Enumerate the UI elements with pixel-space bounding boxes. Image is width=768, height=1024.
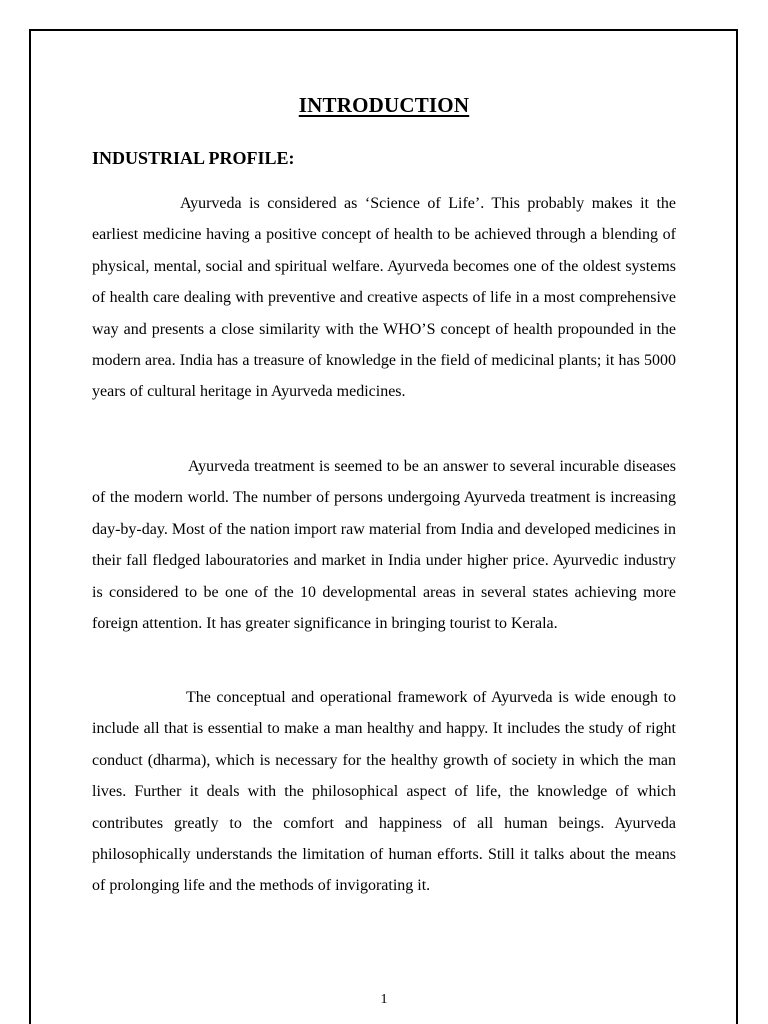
page-title: INTRODUCTION [298, 93, 470, 117]
section-heading: INDUSTRIAL PROFILE: [92, 148, 295, 168]
paragraph-1: Ayurveda is considered as ‘Science of Life’. This probably makes it the earliest medicine having a positive concept of health to be achieved through a blending of physical, mental, social and spiritual welfare. Ayurveda becomes one of the oldest systems of health care dealing with preventive and creative aspects of life in a most comprehensive way and presents a close similarity with the WHO’S concept of health propounded in the modern area. India has a treasure of knowledge in the field of medicinal plants; it has 5000 years of cultural heritage in Ayurveda medicines. [92, 195, 676, 401]
page-number: 1 [380, 992, 388, 1007]
paragraph-3: The conceptual and operational framework of Ayurveda is wide enough to include all that is essential to make a man healthy and happy. It includes the study of right conduct (dharma), which is necessary for the healthy growth of society in which the man lives. Further it deals with the philosophical aspect of life, the knowledge of which contributes greatly to the comfort and happiness of all human beings. Ayurveda philosophically understands the limitation of human efforts. Still it talks about the means of prolonging life and the methods of invigorating it. [92, 689, 676, 895]
paragraph-2: Ayurveda treatment is seemed to be an answer to several incurable diseases of the modern world. The number of persons undergoing Ayurveda treatment is increasing day-by-day. Most of the nation import raw material from India and developed medicines in their fall fledged labouratories and market in India under higher price. Ayurvedic industry is considered to be one of the 10 developmental areas in several states achieving more foreign attention. It has greater significance in bringing tourist to Kerala. [92, 458, 676, 633]
